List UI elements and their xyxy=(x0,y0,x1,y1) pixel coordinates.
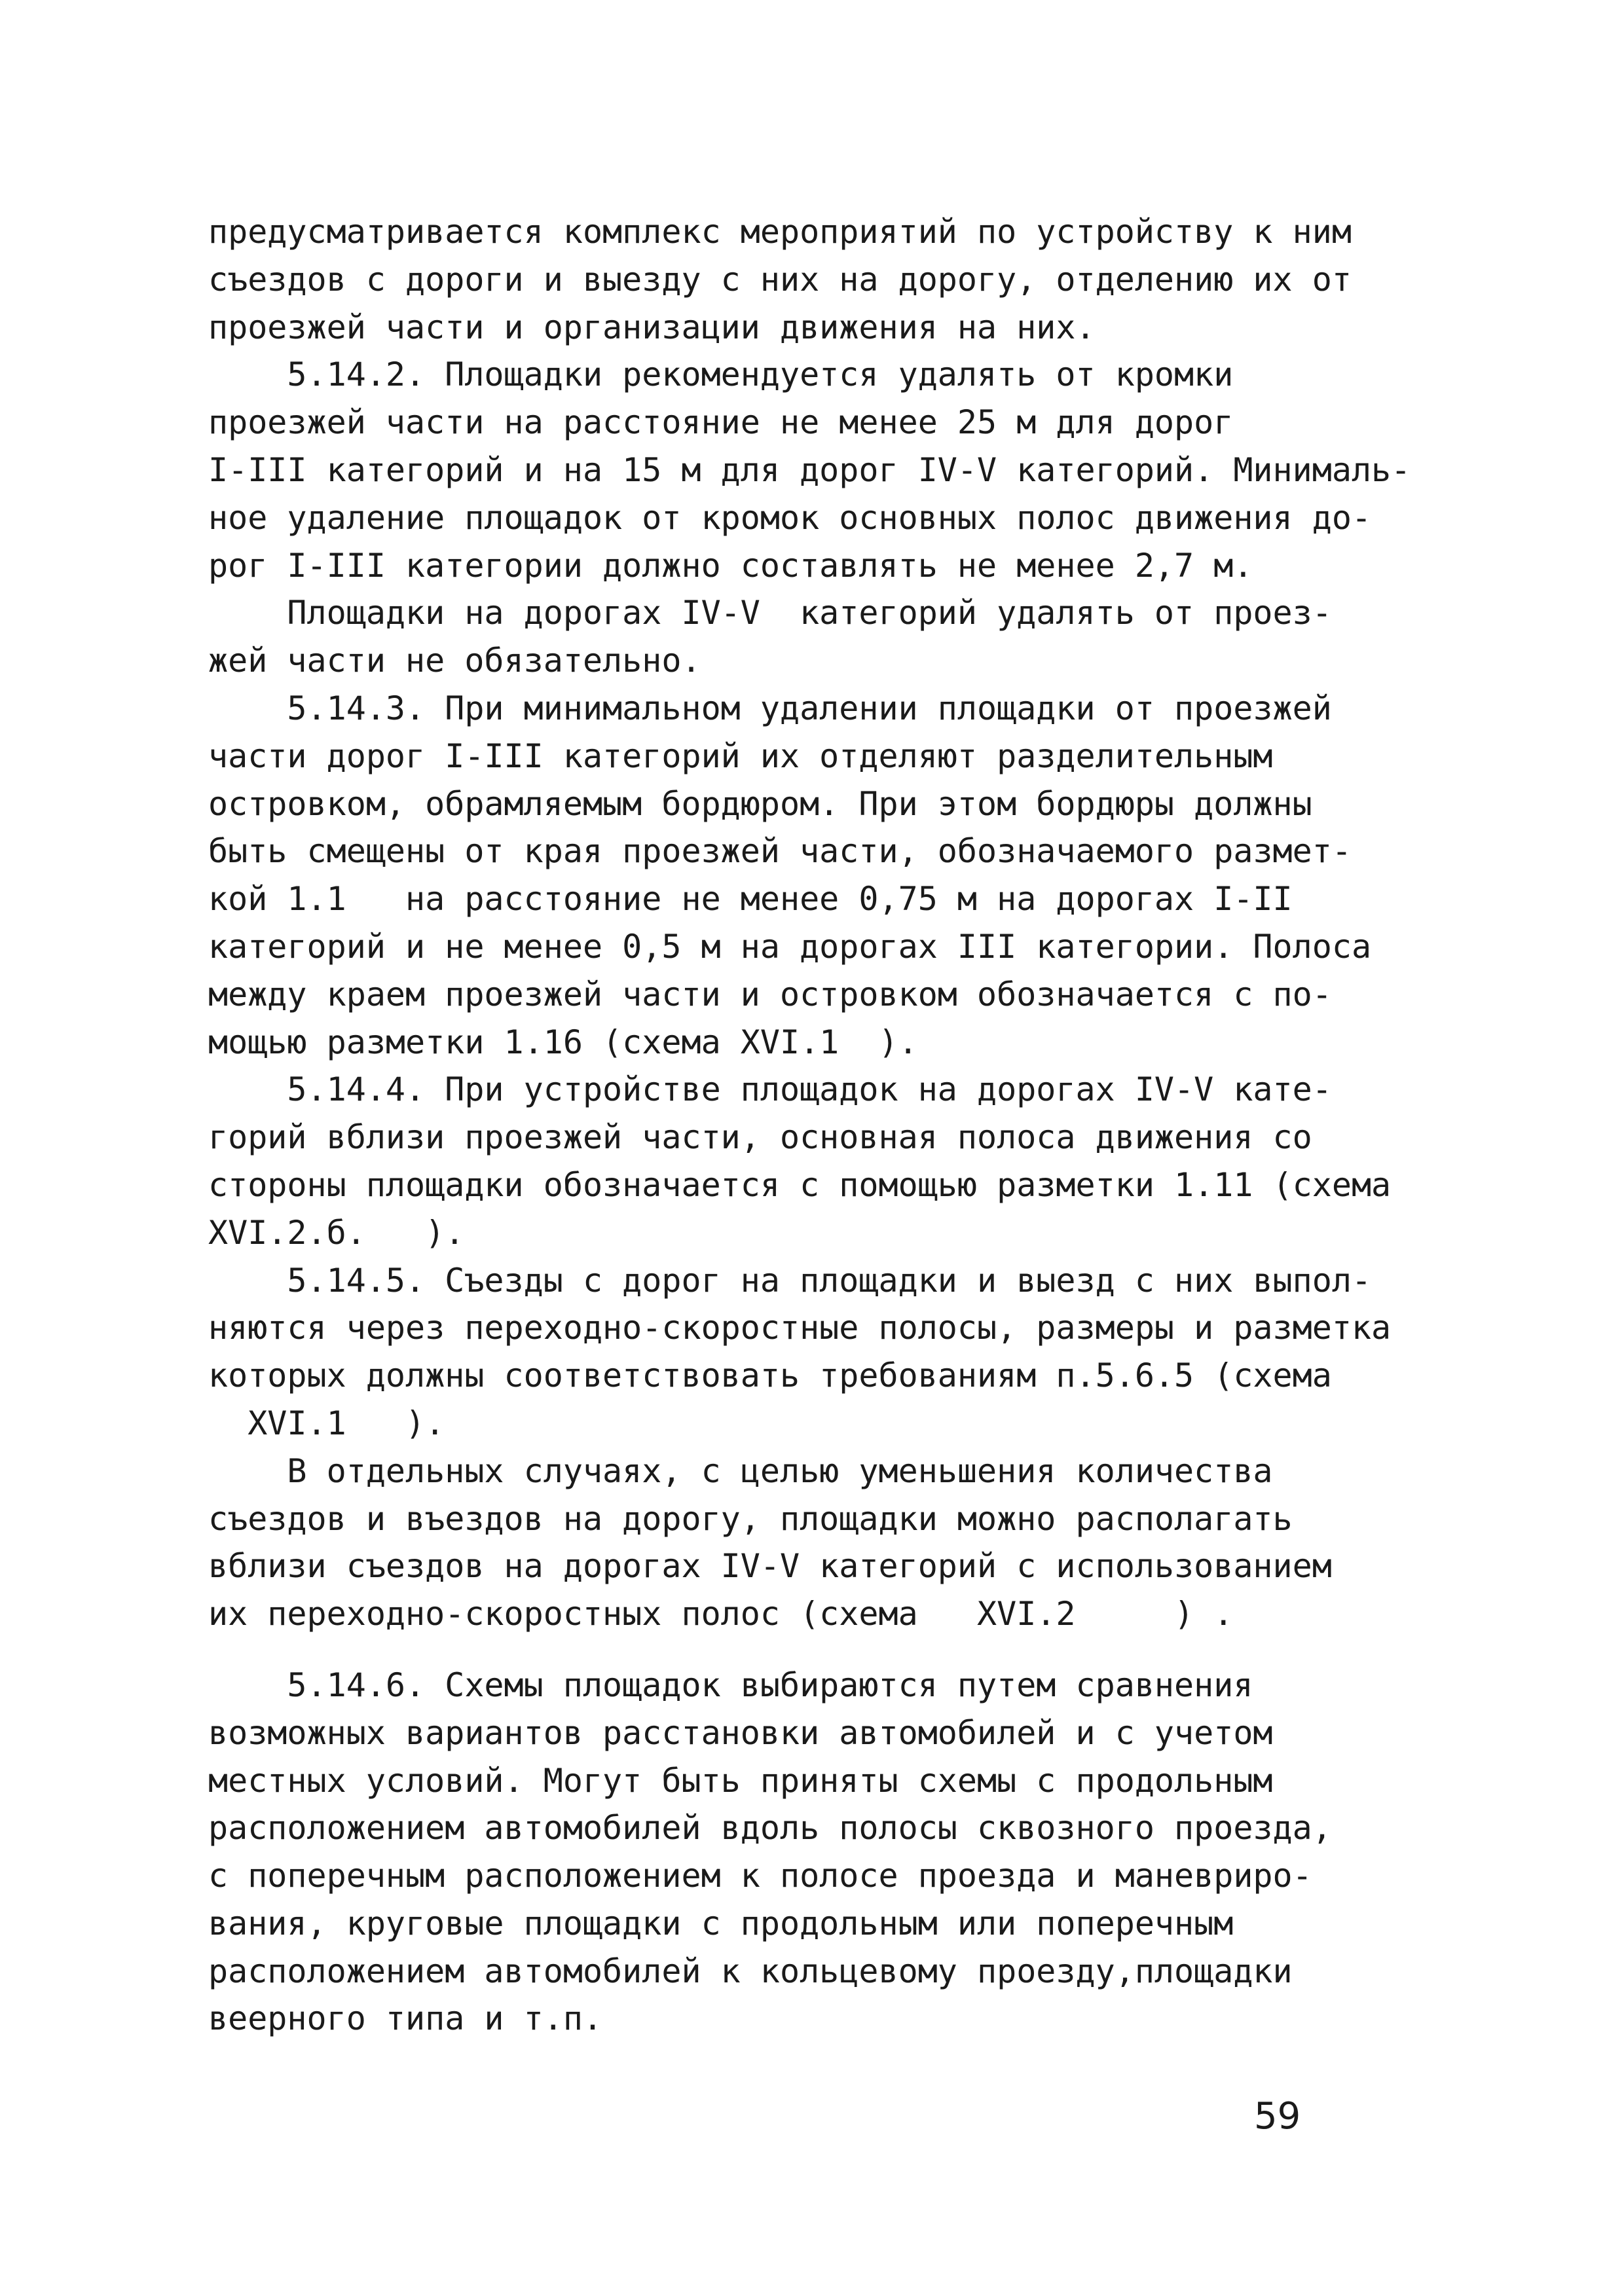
text-line: вблизи съездов на дорогах IV-V категорий с использованием xyxy=(208,1547,1332,1586)
text-line: съездов с дороги и выезду с них на дорогу, отделению их от xyxy=(208,260,1352,299)
text-line: мощью разметки 1.16 (схема XVI.1 ). xyxy=(208,1023,918,1061)
text-line: 5.14.6. Схемы площадок выбираются путем сравнения xyxy=(208,1666,1253,1704)
text-line: проезжей части и организации движения на них. xyxy=(208,308,1096,346)
text-line: островком, обрамляемым бордюром. При этом бордюры должны xyxy=(208,784,1312,823)
text-line: 5.14.5. Съезды с дорог на площадки и выезд с них выпол- xyxy=(208,1261,1372,1300)
text-line: предусматривается комплекс мероприятий по устройству к ним xyxy=(208,213,1352,251)
text-line: стороны площадки обозначается с помощью разметки 1.11 (схема xyxy=(208,1165,1392,1204)
text-line: возможных вариантов расстановки автомобилей и с учетом xyxy=(208,1713,1273,1752)
page-number: 59 xyxy=(1254,2095,1301,2138)
text-line: с поперечным расположением к полосе проезда и маневриро- xyxy=(208,1857,1312,1895)
text-line: В отдельных случаях, с целью уменьшения количества xyxy=(208,1451,1273,1490)
text-line: XVI.1 ). xyxy=(208,1404,445,1442)
text-line: ное удаление площадок от кромок основных полос движения до- xyxy=(208,498,1372,537)
text-line: жей части не обязательно. xyxy=(208,642,701,680)
body-text xyxy=(208,208,1452,2043)
text-line: быть смещены от края проезжей части, обозначаемого размет- xyxy=(208,832,1352,871)
text-line: I-III категорий и на 15 м для дорог IV-V категорий. Минималь- xyxy=(208,450,1411,489)
text-line: расположением автомобилей к кольцевому проезду,площадки xyxy=(208,1952,1293,1990)
text-line: 5.14.3. При минимальном удалении площадки от проезжей xyxy=(208,689,1332,727)
text-line: категорий и не менее 0,5 м на дорогах III категории. Полоса xyxy=(208,927,1372,966)
text-line: Площадки на дорогах IV-V категорий удалять от проез- xyxy=(208,594,1332,632)
text-line: 5.14.2. Площадки рекомендуется удалять от кромки xyxy=(208,355,1234,394)
text-line: 5.14.4. При устройстве площадок на дорогах IV-V кате- xyxy=(208,1070,1332,1109)
text-line: части дорог I-III категорий их отделяют разделительным xyxy=(208,737,1273,775)
text-line: XVI.2.б. ). xyxy=(208,1213,465,1252)
text-line: проезжей части на расстояние не менее 25 м для дорог xyxy=(208,403,1234,442)
text-line: няются через переходно-скоростные полосы, размеры и разметка xyxy=(208,1309,1392,1347)
text-line: рог I-III категории должно составлять не менее 2,7 м. xyxy=(208,546,1253,585)
text-line: горий вблизи проезжей части, основная полоса движения со xyxy=(208,1118,1312,1157)
text-line: местных условий. Могут быть приняты схемы с продольным xyxy=(208,1761,1273,1800)
text-line: вания, круговые площадки с продольным или поперечным xyxy=(208,1904,1234,1942)
text-line: которых должны соответствовать требованиям п.5.6.5 (схема xyxy=(208,1357,1332,1395)
text-line: съездов и въездов на дорогу, площадки можно располагать xyxy=(208,1499,1293,1538)
text-line: кой 1.1 на расстояние не менее 0,75 м на дорогах I-II xyxy=(208,880,1293,919)
text-line: между краем проезжей части и островком обозначается с по- xyxy=(208,975,1332,1013)
paragraph-gap xyxy=(208,1638,1452,1662)
text-line: их переходно-скоростных полос (схема XVI.2 ) . xyxy=(208,1595,1234,1633)
text-line: веерного типа и т.п. xyxy=(208,1999,603,2038)
text-line: расположением автомобилей вдоль полосы сквозного проезда, xyxy=(208,1809,1332,1848)
